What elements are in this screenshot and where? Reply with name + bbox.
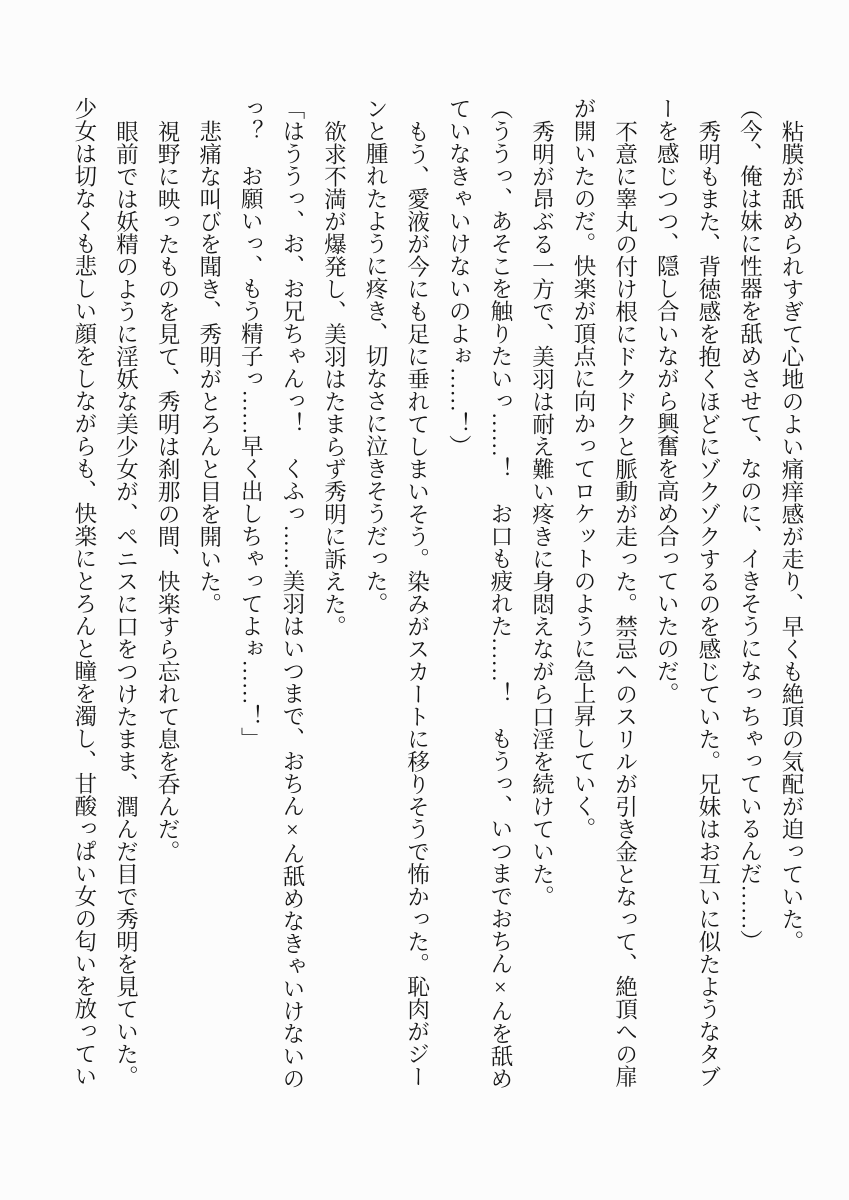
- paragraph-3: 秀明もまた、背徳感を抱くほどにゾクゾクするのを感じていた。兄妹はお互いに似たようなタブーを感じつつ、隠し合いながら興奮を高め合っていたのだ。: [654, 97, 721, 1087]
- paragraph-2: （今、俺は妹に性器を舐めさせて、なのに、イきそうになっちゃっているんだ……）: [737, 97, 763, 952]
- paragraph-6: （ううっ、あそこを触りたいっ……！ お口も疲れた……！ もうっ、いつまでおちん×んを舐めていなきゃいけないのよぉ……！）: [446, 97, 513, 1090]
- paragraph-12: 眼前では妖精のように淫妖な美少女が、ペニスに口をつけたまま、潤んだ目で秀明を見ていた。少女は切なくも悲しい顔をしながらも、快楽にとろんと瞳を濁し、甘酸っぱい女の匂いを放ってい: [71, 97, 139, 1087]
- paragraph-5: 秀明が昂ぶる一方で、美羽は耐え難い疼きに身悶えながら口淫を続けていた。: [529, 119, 555, 907]
- paragraph-11: 視野に映ったものを見て、秀明は刹那の間、快楽すら忘れて息を呑んだ。: [155, 119, 181, 862]
- vertical-text-block: [63, 97, 812, 1091]
- paragraph-4: 不意に睾丸の付け根にドクドクと脈動が走った。禁忌へのスリルが引き金となって、絶頂への扉が開いたのだ。快楽が頂点に向かってロケットのように急上昇していく。: [571, 97, 638, 1087]
- paragraph-1: 粘膜が舐められすぎて心地のよい痛痒感が走り、早くも絶頂の気配が迫っていた。: [779, 119, 804, 952]
- paragraph-10: 悲痛な叫びを聞き、秀明がとろんと目を開いた。: [196, 119, 222, 615]
- paragraph-9: 「はううっ、お、お兄ちゃんっ！ くふっ……美羽はいつまで、おちん×ん舐めなきゃいけないのっ？ お願いっ、もう精子っ……早く出しちゃってよぉ……！」: [238, 97, 305, 1090]
- paragraph-8: 欲求不満が爆発し、美羽はたまらず秀明に訴えた。: [321, 119, 347, 637]
- paragraph-7: もう、愛液が今にも足に垂れてしまいそう。染みがスカートに移りそうで怖かった。恥肉がジーンと腫れたように疼き、切なさに泣きそうだった。: [363, 97, 430, 1087]
